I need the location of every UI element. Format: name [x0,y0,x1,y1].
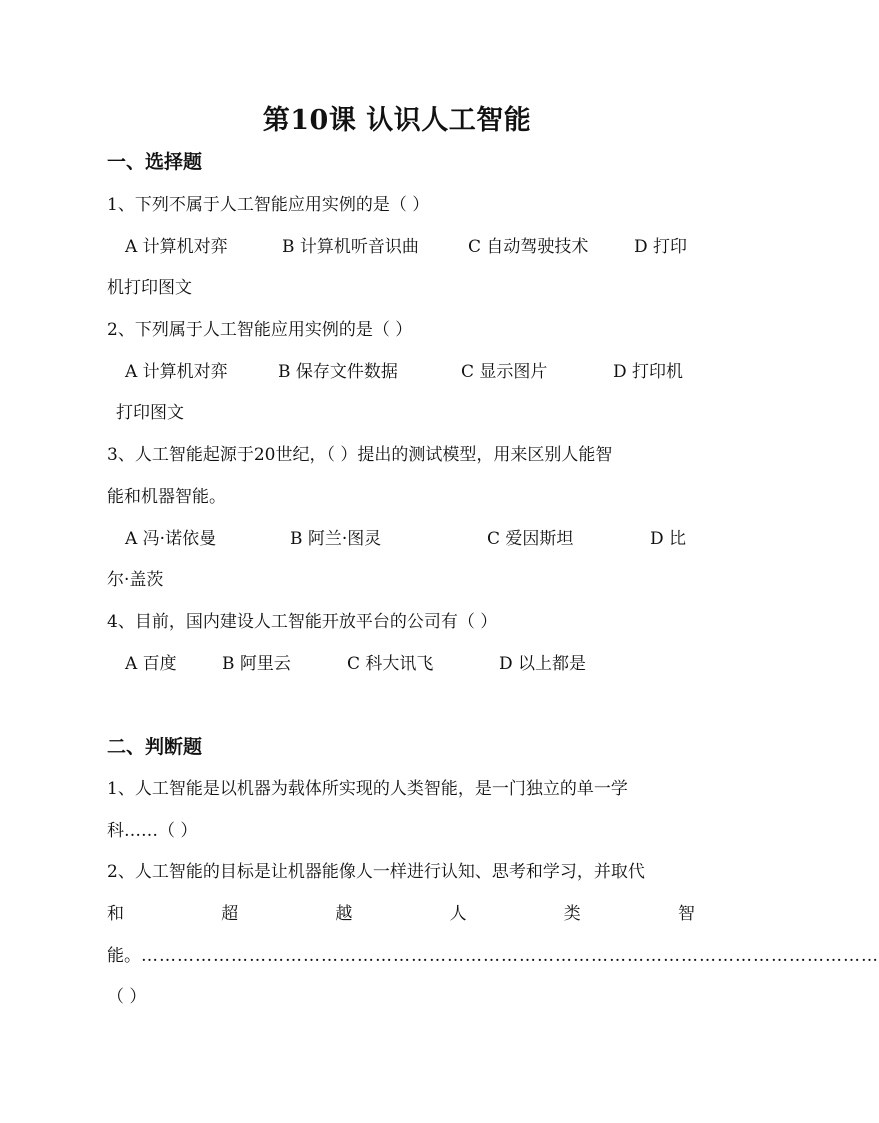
option-c: C 爱因斯坦 [487,529,574,549]
spread-char: 越 [335,904,353,924]
page-title: 第10课 认识人工智能 [262,105,532,136]
option-b: B 计算机听音识曲 [282,237,419,257]
option-b: B 阿里云 [222,654,291,674]
option-a: A 计算机对弈 [125,237,228,257]
option-c: C 自动驾驶技术 [468,237,589,257]
dotted-leader: …………………………………………………………………………………………………………… [141,946,879,966]
judgement-2-answer-blank: （ ） [107,987,147,1007]
judgement-1-line-2: 科……（ ） [107,821,198,841]
spread-char: 人 [449,904,467,924]
judgement-2-spread-line [107,899,695,924]
option-b: B 阿兰·图灵 [290,529,382,549]
question-3-options [122,524,697,548]
option-a: A 百度 [125,654,177,674]
spread-char: 超 [221,904,239,924]
spread-char: 智 [677,904,695,924]
option-d: D 以上都是 [499,654,587,674]
question-2-options [122,357,697,381]
option-d: D 打印 [634,237,688,257]
judgement-2-line-1: 2、人工智能的目标是让机器能像人一样进行认知、思考和学习，并取代 [107,862,645,882]
spread-char: 类 [563,904,581,924]
option-d: D 比 [650,529,687,549]
judgement-2-line-3 [107,941,879,966]
question-4-options [122,649,697,673]
option-c: C 科大讯飞 [347,654,434,674]
option-a: A 计算机对弈 [125,362,228,382]
option-a: A 冯·诺依曼 [125,529,217,549]
question-4-stem: 4、目前，国内建设人工智能开放平台的公司有（ ） [107,612,498,632]
question-1-stem: 1、下列不属于人工智能应用实例的是（ ） [107,195,430,215]
question-1-option-wrap: 机打印图文 [107,278,192,298]
section-heading-choice: 一、选择题 [107,151,203,173]
option-d: D 打印机 [613,362,684,382]
option-b: B 保存文件数据 [278,362,398,382]
spread-char: 和 [107,904,124,924]
question-3-stem-continued: 能和机器智能。 [107,487,226,507]
question-3-stem: 3、人工智能起源于20世纪，（ ）提出的测试模型，用来区别人能智 [107,445,613,465]
question-2-stem: 2、下列属于人工智能应用实例的是（ ） [107,320,413,340]
question-2-option-wrap: 打印图文 [116,403,184,423]
section-heading-true-false: 二、判断题 [107,736,203,758]
question-3-option-wrap: 尔·盖茨 [107,570,164,590]
option-c: C 显示图片 [461,362,548,382]
line-start-text: 能。 [107,946,141,966]
judgement-1-line-1: 1、人工智能是以机器为载体所实现的人类智能，是一门独立的单一学 [107,779,628,799]
question-1-options [122,232,697,256]
